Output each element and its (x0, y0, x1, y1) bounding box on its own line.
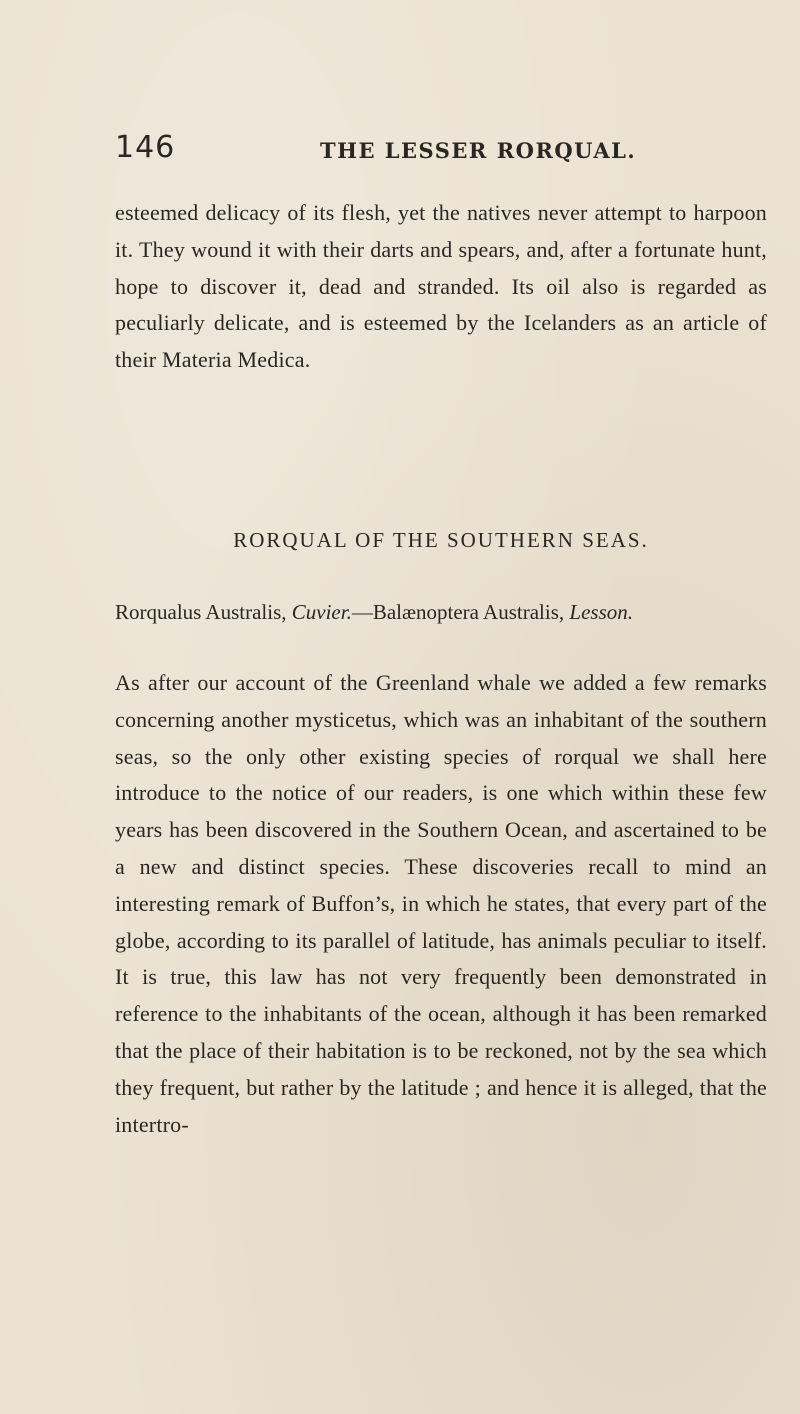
subtitle-species-2: —Balænoptera Australis, (351, 600, 570, 624)
paragraph-continued: esteemed delicacy of its flesh, yet the natives never attempt to harpoon it. They wound it with their darts and spears, and, after a fortunate hunt, hope to discover it, dead and stranded. Its oil also is regarded as peculiarly delicate, and is esteemed by the Icelanders as an article of their Materia Medica. (115, 200, 767, 373)
paragraph-main: As after our account of the Greenland whale we added a few remarks concerning another mysticetus, which was an inhabitant of the southern seas, so the only other existing species of rorqual we shall here introduce to the notice of our readers, is one which within these few years has been discovered in the Southern Ocean, and ascertained to be a new and distinct species. These discoveries recall to mind an interesting remark of Buffon’s, in which he states, that every part of the globe, according to its parallel of latitude, has animals peculiar to itself. It is true, this law has not very frequently been demonstrated in reference to the inhabitants of the ocean, although it has been remarked that the place of their habitation is to be reckoned, not by the sea which they frequent, but rather by the latitude ; and hence it is alleged, that the intertro- (115, 670, 767, 1137)
subtitle-species-1: Rorqualus Australis, (115, 600, 292, 624)
page-header (115, 130, 765, 170)
page-number: 146 (115, 130, 176, 165)
section-subtitle (115, 600, 767, 625)
subtitle-author-2: Lesson. (569, 600, 633, 624)
running-head: THE LESSER RORQUAL. (320, 138, 637, 163)
subtitle-author-1: Cuvier. (291, 600, 352, 624)
section-title: RORQUAL OF THE SOUTHERN SEAS. (233, 528, 649, 552)
